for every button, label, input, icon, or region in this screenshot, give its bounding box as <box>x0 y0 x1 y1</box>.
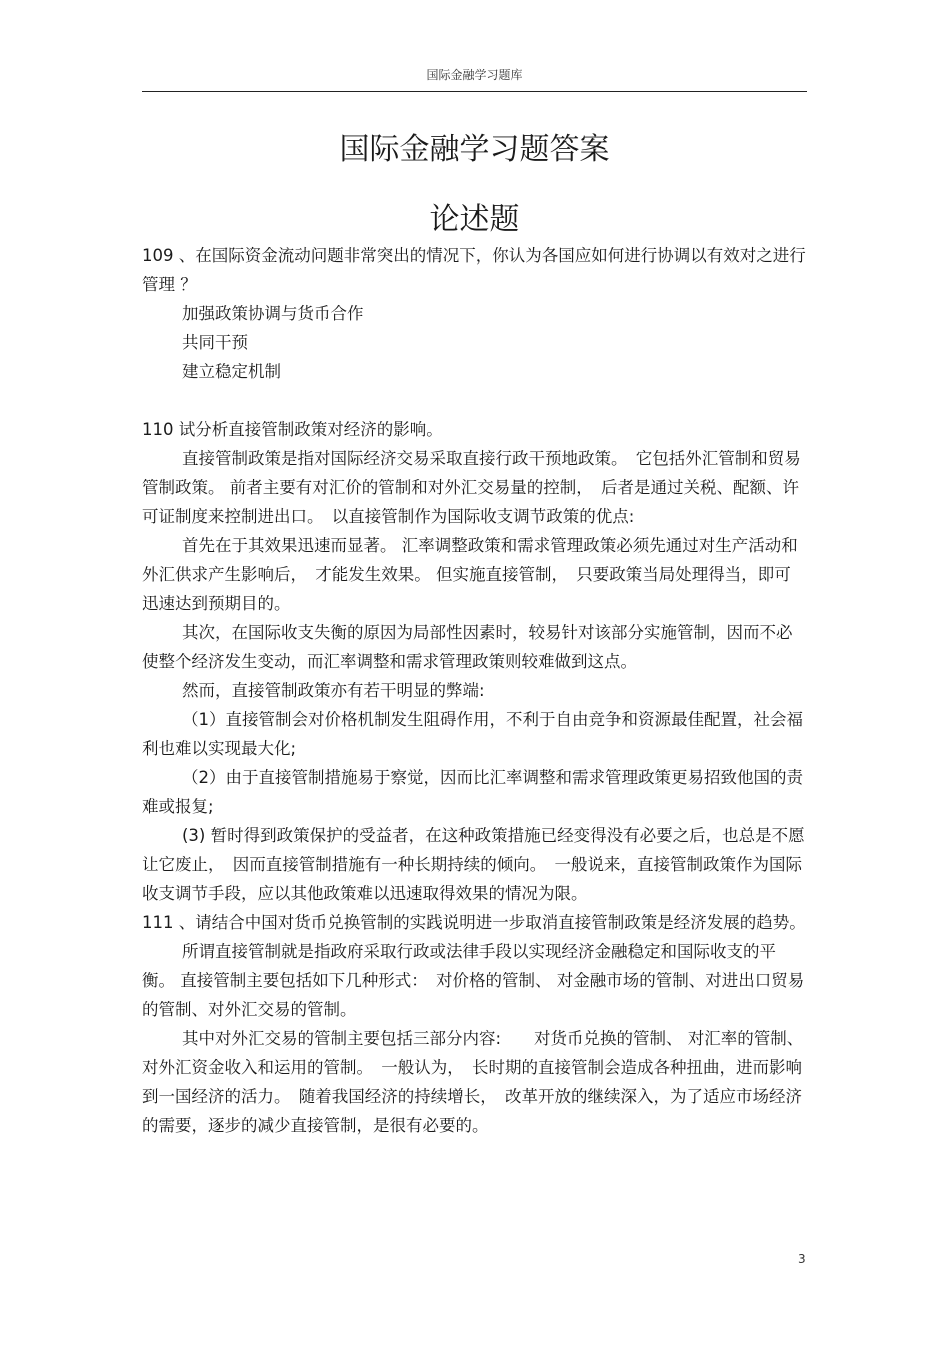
question-109: 109 、在国际资金流动问题非常突出的情况下，你认为各国应如何进行协调以有效对之进行管理 ？ <box>142 246 806 294</box>
answer-paragraph: （1）直接管制会对价格机制发生阻碍作用，不利于自由竞争和资源最佳配置，社会福利也难以实现最大化; <box>142 710 803 758</box>
header-divider <box>142 91 807 92</box>
answer-paragraph: 直接管制政策是指对国际经济交易采取直接行政干预地政策。 它包括外汇管制和贸易管制政策。 前者主要有对汇价的管制和对外汇交易量的控制， 后者是通过关税、配额、许可证制度来控制进出口。 以直接管制作为国际收支调节政策的优点: <box>142 449 801 526</box>
page-number: 3 <box>798 1252 806 1266</box>
page-title: 国际金融学习题答案 <box>339 132 610 167</box>
document-body <box>142 241 807 1140</box>
answer-paragraph: 然而，直接管制政策亦有若干明显的弊端: <box>182 681 485 700</box>
answer-paragraph: 其中对外汇交易的管制主要包括三部分内容: 对货币兑换的管制、 对汇率的管制、对外汇资金收入和运用的管制。 一般认为， 长时期的直接管制会造成各种扭曲，进而影响到一国经济的活力。 随着我国经济的持续增长， 改革开放的继续深入，为了适应市场经济的需要，逐步的减少直接管制，是很有必要的。 <box>142 1029 804 1135</box>
question-110: 110 试分析直接管制政策对经济的影响。 <box>142 420 443 439</box>
answer-point: 共同干预 <box>182 333 248 352</box>
running-header: 国际金融学习题库 <box>426 68 523 82</box>
answer-point: 建立稳定机制 <box>182 362 281 381</box>
answer-paragraph: （2）由于直接管制措施易于察觉，因而比汇率调整和需求管理政策更易招致他国的责难或报复; <box>142 768 803 816</box>
answer-point: 加强政策协调与货币合作 <box>182 304 364 323</box>
answer-paragraph: 其次，在国际收支失衡的原因为局部性因素时，较易针对该部分实施管制，因而不必使整个经济发生变动，而汇率调整和需求管理政策则较难做到这点。 <box>142 623 793 671</box>
answer-paragraph: (3) 暂时得到政策保护的受益者，在这种政策措施已经变得没有必要之后，也总是不愿让它废止， 因而直接管制措施有一种长期持续的倾向。 一般说来，直接管制政策作为国际收支调节手段，应以其他政策难以迅速取得效果的情况为限。 <box>142 826 805 903</box>
answer-paragraph: 首先在于其效果迅速而显著。 汇率调整政策和需求管理政策必须先通过对生产活动和外汇供求产生影响后， 才能发生效果。 但实施直接管制， 只要政策当局处理得当，即可迅速达到预期目的。 <box>142 536 798 613</box>
paragraph-gap <box>142 386 807 415</box>
question-111: 111 、请结合中国对货币兑换管制的实践说明进一步取消直接管制政策是经济发展的趋势。 <box>142 913 806 932</box>
answer-paragraph: 所谓直接管制就是指政府采取行政或法律手段以实现经济金融稳定和国际收支的平衡。 直接管制主要包括如下几种形式： 对价格的管制、 对金融市场的管制、对进出口贸易的管制、对外汇交易的管制。 <box>142 942 805 1019</box>
section-title: 论述题 <box>429 202 520 237</box>
